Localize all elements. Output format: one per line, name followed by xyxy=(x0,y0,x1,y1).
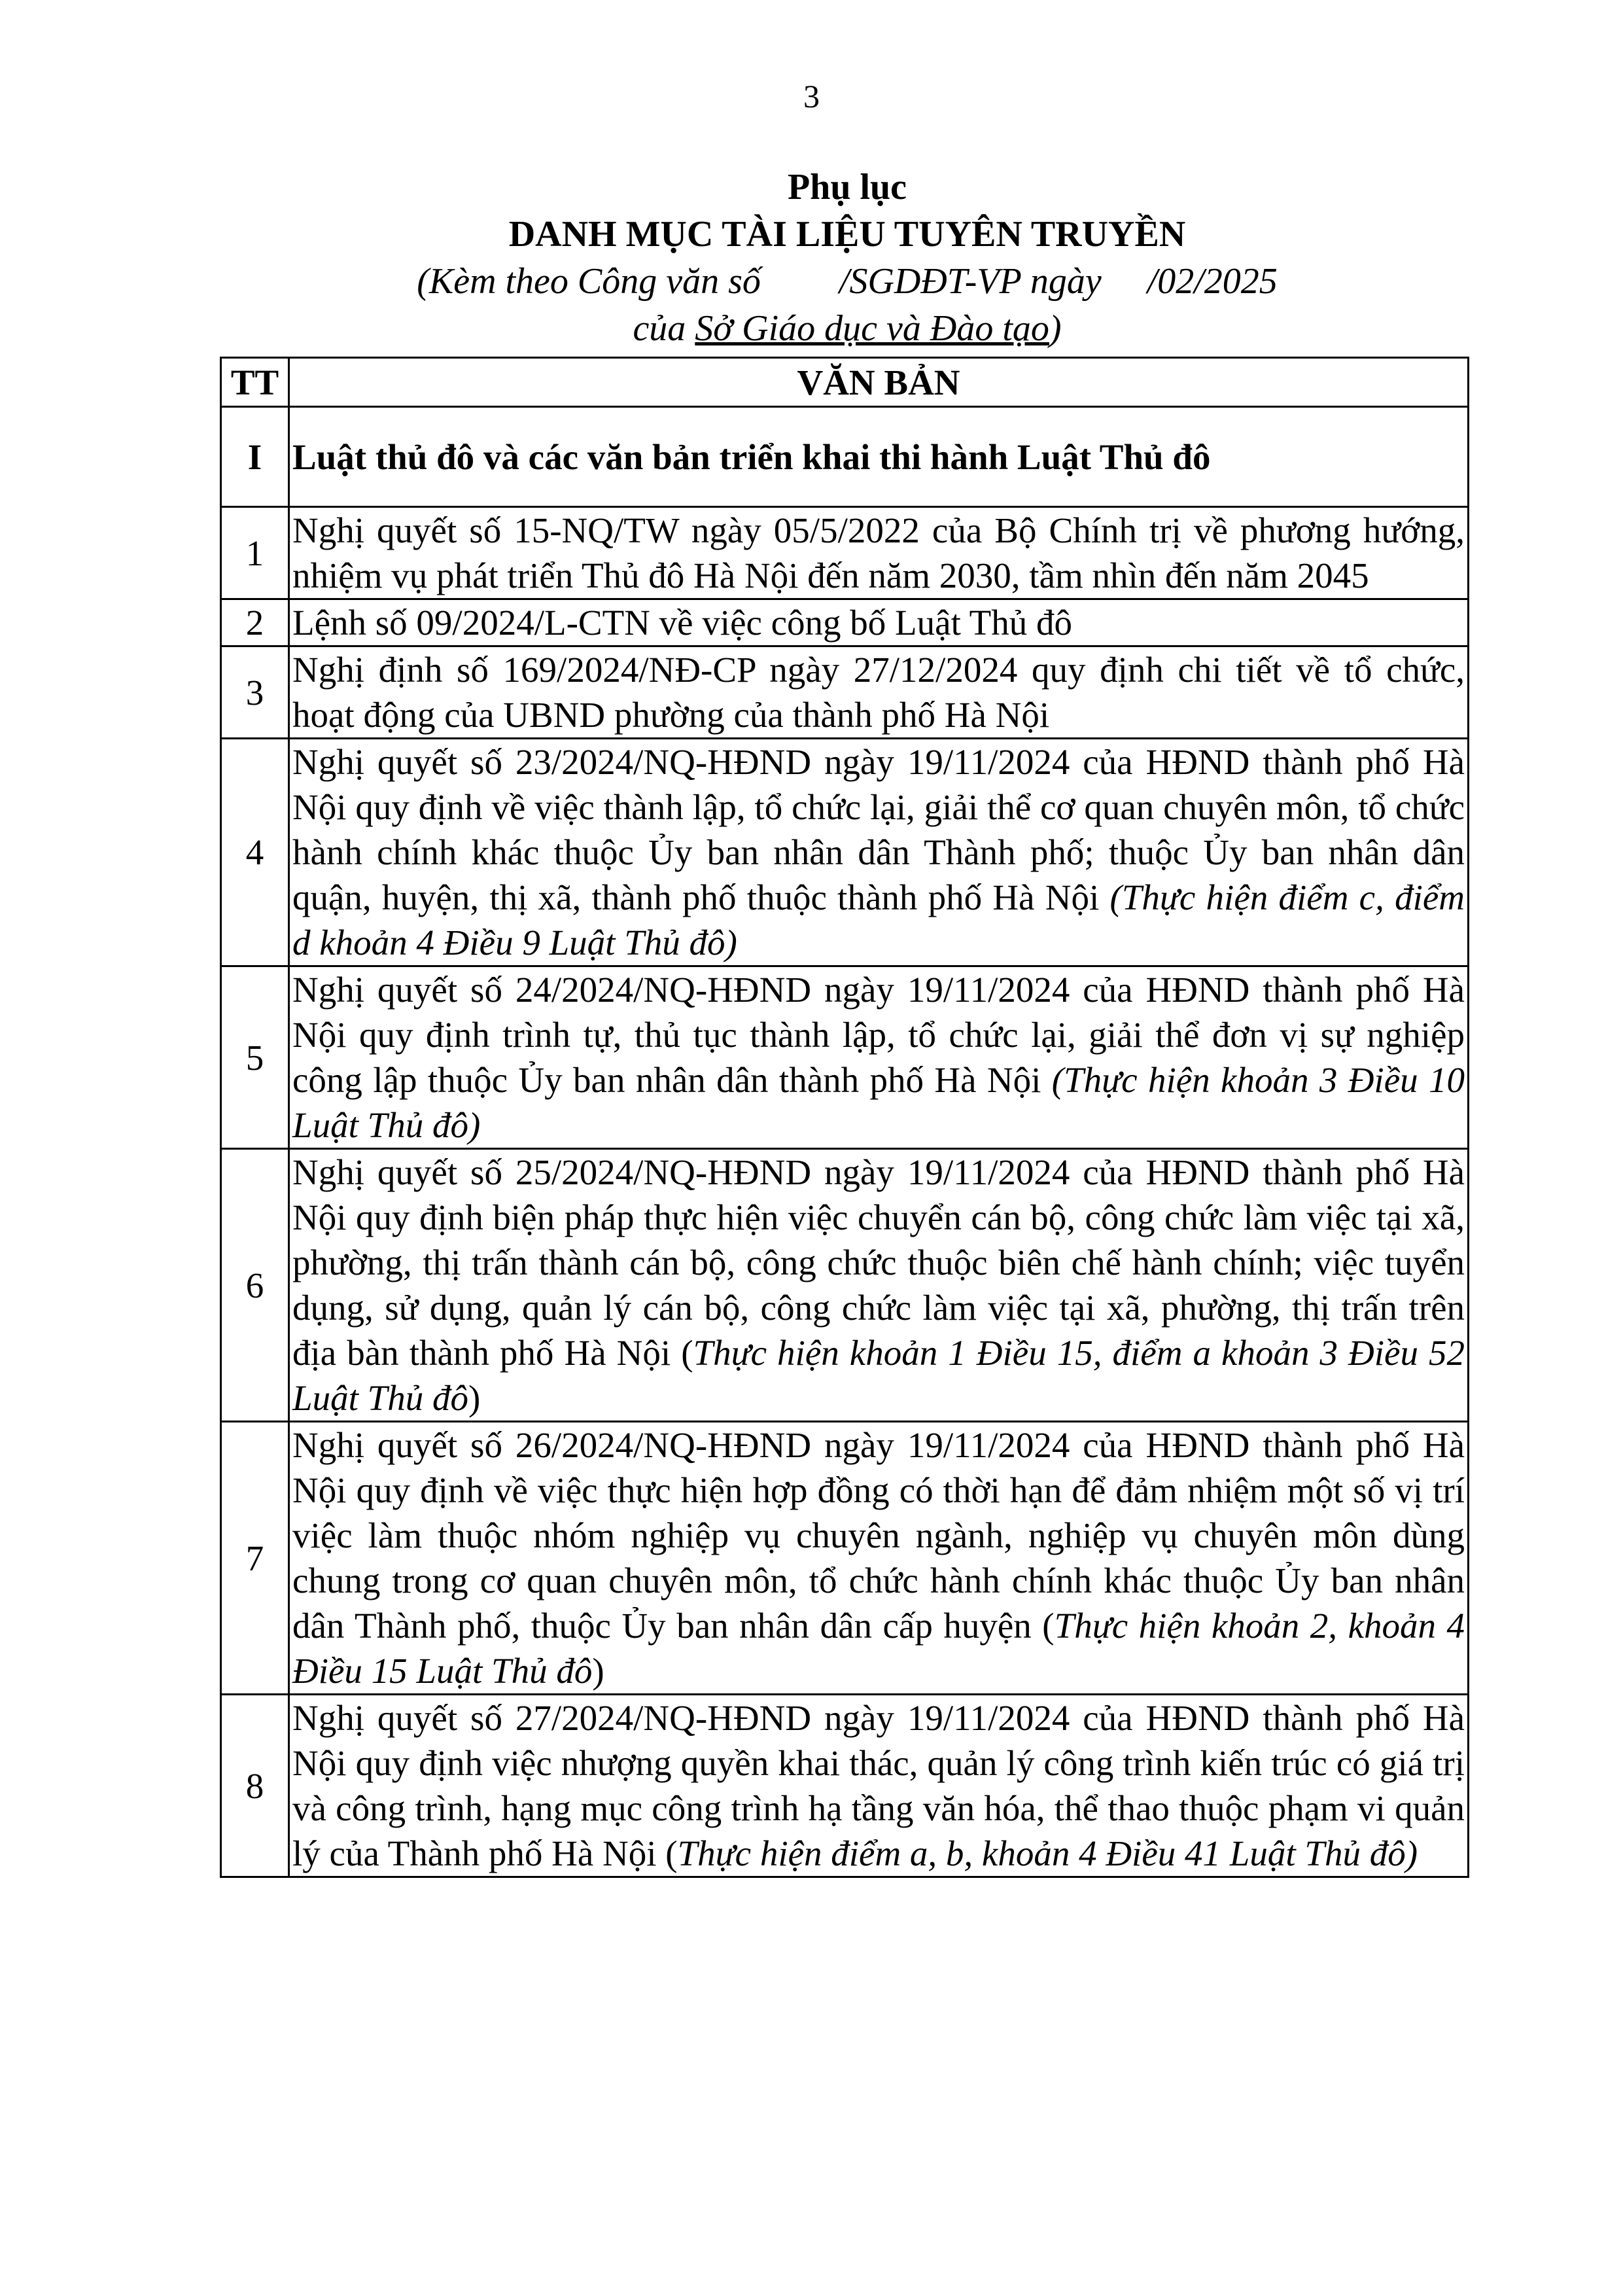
table-row xyxy=(221,966,1469,1149)
reference-of: của xyxy=(633,308,686,349)
row-number: 4 xyxy=(221,739,289,966)
document-description: Nghị định số 169/2024/NĐ-CP ngày 27/12/2024 quy định chi tiết về tổ chức, hoạt động của UBND phường của thành phố Hà Nội xyxy=(292,650,1465,735)
table-row xyxy=(221,1422,1469,1695)
column-header-van-ban: VĂN BẢN xyxy=(289,358,1469,407)
document-description: Nghị quyết số 24/2024/NQ-HĐND ngày 19/11/2024 của HĐND thành phố Hà Nội quy định trình tự, thủ tục thành lập, tổ chức lại, giải thể đơn vị sự nghiệp công lập thuộc Ủy ban nhân dân thành phố Hà Nội xyxy=(292,970,1465,1100)
document-header xyxy=(216,164,1478,352)
table-row xyxy=(221,1149,1469,1422)
row-text xyxy=(289,739,1469,966)
row-number: 2 xyxy=(221,599,289,646)
row-text xyxy=(289,1695,1469,1877)
row-text xyxy=(289,1422,1469,1695)
section-title: Luật thủ đô và các văn bản triển khai thi hành Luật Thủ đô xyxy=(289,407,1469,507)
column-header-tt: TT xyxy=(221,358,289,407)
list-title: DANH MỤC TÀI LIỆU TUYÊN TRUYỀN xyxy=(508,214,1186,255)
row-text xyxy=(289,599,1469,646)
row-text xyxy=(289,507,1469,599)
table-row xyxy=(221,507,1469,599)
attachment-reference-line-2 xyxy=(216,305,1478,352)
row-text xyxy=(289,646,1469,739)
attachment-reference-line-1 xyxy=(216,258,1478,305)
implementation-note: Thực hiện khoản 2, khoản 4 Điều 15 Luật Thủ đô xyxy=(292,1606,1465,1691)
table-row xyxy=(221,599,1469,646)
row-text xyxy=(289,966,1469,1149)
reference-close: ) xyxy=(1049,308,1062,349)
note-close: ) xyxy=(468,1378,481,1418)
page-number: 3 xyxy=(803,78,820,115)
table-row xyxy=(221,1695,1469,1877)
row-number: 7 xyxy=(221,1422,289,1695)
row-text xyxy=(289,1149,1469,1422)
document-description: Nghị quyết số 15-NQ/TW ngày 05/5/2022 của Bộ Chính trị về phương hướng, nhiệm vụ phát triển Thủ đô Hà Nội đến năm 2030, tầm nhìn đến năm 2045 xyxy=(292,510,1465,595)
table-row xyxy=(221,739,1469,966)
implementation-note: (Thực hiện khoản 3 Điều 10 Luật Thủ đô) xyxy=(292,1060,1465,1145)
document-description: Nghị quyết số 27/2024/NQ-HĐND ngày 19/11/2024 của HĐND thành phố Hà Nội quy định việc nhượng quyền khai thác, quản lý công trình kiến trúc có giá trị và công trình, hạng mục công trình hạ tầng văn hóa, thể thao thuộc phạm vi quản lý của Thành phố Hà Nội ( xyxy=(292,1698,1465,1873)
implementation-note: Thực hiện khoản 1 Điều 15, điểm a khoản 3 Điều 52 Luật Thủ đô xyxy=(292,1333,1465,1418)
note-close: ) xyxy=(592,1651,604,1691)
document-description: Lệnh số 09/2024/L-CTN về việc công bố Luật Thủ đô xyxy=(292,603,1072,643)
row-number: 6 xyxy=(221,1149,289,1422)
document-list-table xyxy=(220,357,1469,1878)
row-number: 1 xyxy=(221,507,289,599)
table-header-row xyxy=(221,358,1469,407)
implementation-note: (Thực hiện điểm c, điểm d khoản 4 Điều 9 Luật Thủ đô) xyxy=(292,877,1465,963)
document-description: Nghị quyết số 23/2024/NQ-HĐND ngày 19/11/2024 của HĐND thành phố Hà Nội quy định về việc thành lập, tổ chức lại, giải thể cơ quan chuyên môn, tổ chức hành chính khác thuộc Ủy ban nhân dân Thành phố; thuộc Ủy ban nhân dân quận, huyện, thị xã, thành phố thuộc thành phố Hà Nội xyxy=(292,742,1465,917)
table-row xyxy=(221,646,1469,739)
issuing-agency: Sở Giáo dục và Đào tạo xyxy=(695,308,1049,349)
row-number: 3 xyxy=(221,646,289,739)
document-description: Nghị quyết số 26/2024/NQ-HĐND ngày 19/11/2024 của HĐND thành phố Hà Nội quy định về việc thực hiện hợp đồng có thời hạn để đảm nhiệm một số vị trí việc làm thuộc nhóm nghiệp vụ chuyên ngành, nghiệp vụ chuyên môn dùng chung trong cơ quan chuyên môn, tổ chức hành chính khác thuộc Ủy ban nhân dân Thành phố, thuộc Ủy ban nhân dân cấp huyện ( xyxy=(292,1425,1465,1646)
row-number: 5 xyxy=(221,966,289,1149)
reference-number: /SGDĐT-VP ngày xyxy=(839,261,1102,302)
document-description: Nghị quyết số 25/2024/NQ-HĐND ngày 19/11/2024 của HĐND thành phố Hà Nội quy định biện pháp thực hiện việc chuyển cán bộ, công chức làm việc tại xã, phường, thị trấn thành cán bộ, công chức thuộc biên chế hành chính; việc tuyển dụng, sử dụng, quản lý cán bộ, công chức làm việc tại xã, phường, thị trấn trên địa bàn thành phố Hà Nội ( xyxy=(292,1152,1465,1373)
section-row xyxy=(221,407,1469,507)
appendix-title: Phụ lục xyxy=(787,167,907,207)
section-number: I xyxy=(221,407,289,507)
row-number: 8 xyxy=(221,1695,289,1877)
reference-prefix: (Kèm theo Công văn số xyxy=(417,261,761,302)
implementation-note: Thực hiện điểm a, b, khoản 4 Điều 41 Luật Thủ đô) xyxy=(677,1833,1418,1873)
reference-date: /02/2025 xyxy=(1147,261,1278,302)
